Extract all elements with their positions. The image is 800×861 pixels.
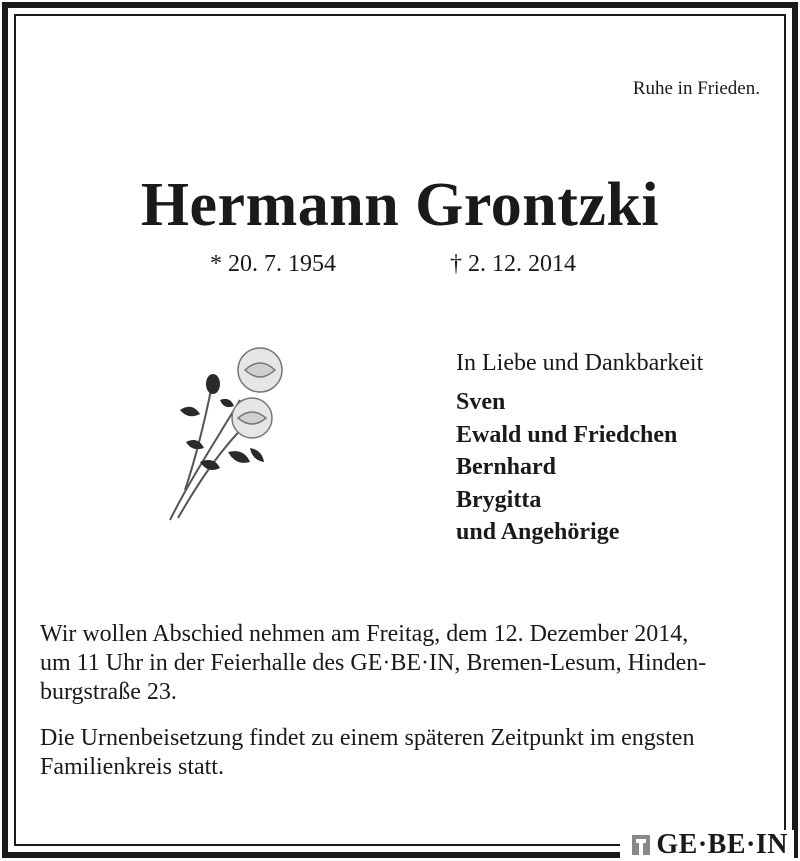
signers-list bbox=[456, 386, 677, 549]
farewell-line: um 11 Uhr in der Feierhalle des GE·BE·IN, Bremen-Lesum, Hinden- bbox=[40, 650, 707, 676]
urn-line: Die Urnenbeisetzung findet zu einem späteren Zeitpunkt im engsten bbox=[40, 725, 695, 751]
urn-line: Familienkreis statt. bbox=[40, 754, 224, 780]
signer-name: Bernhard bbox=[456, 454, 557, 480]
birth-date: * 20. 7. 1954 bbox=[210, 251, 336, 277]
signer-name: Brygitta bbox=[456, 486, 542, 513]
urn-paragraph bbox=[40, 724, 760, 782]
death-date: † 2. 12. 2014 bbox=[450, 251, 576, 277]
signer-name: und Angehörige bbox=[456, 519, 620, 545]
rose-illustration bbox=[150, 340, 300, 530]
farewell-line: burgstraße 23. bbox=[40, 679, 177, 705]
logo-text: GE·BE·IN bbox=[656, 829, 788, 860]
farewell-paragraph bbox=[40, 620, 760, 707]
signer-name: Ewald und Friedchen bbox=[456, 421, 678, 448]
farewell-line: Wir wollen Abschied nehmen am Freitag, dem 12. Dezember 2014, bbox=[40, 621, 689, 647]
signer-name: Sven bbox=[456, 389, 506, 415]
motto: Ruhe in Frieden. bbox=[632, 78, 760, 99]
gebein-logo-icon bbox=[630, 833, 652, 857]
thanks-line: In Liebe und Dankbarkeit bbox=[456, 350, 704, 376]
deceased-name: Hermann Grontzki bbox=[140, 171, 660, 239]
gebein-logo bbox=[620, 830, 794, 860]
